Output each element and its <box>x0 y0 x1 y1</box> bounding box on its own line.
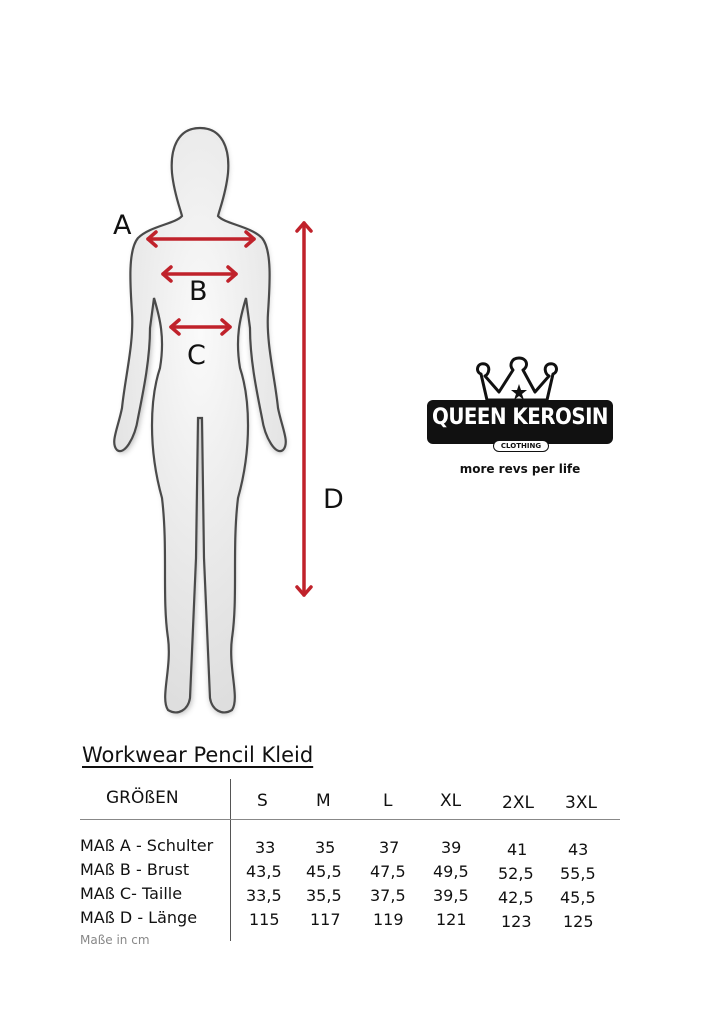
label-d: D <box>323 484 344 515</box>
row-label-length: MAß D - Länge <box>80 908 198 927</box>
row-label-chest: MAß B - Brust <box>80 860 190 879</box>
table-cell: 115 <box>249 910 280 929</box>
table-cell: 39,5 <box>433 886 469 905</box>
label-b: B <box>189 276 208 307</box>
table-cell: 35 <box>315 838 336 857</box>
table-cell: 125 <box>563 912 594 931</box>
table-cell: 117 <box>310 910 341 929</box>
table-vertical-divider <box>230 779 231 941</box>
table-cell: 42,5 <box>498 888 534 907</box>
table-cell: 43,5 <box>246 862 282 881</box>
table-cell: 45,5 <box>560 888 596 907</box>
table-cell: 33 <box>255 838 276 857</box>
table-cell: 45,5 <box>306 862 342 881</box>
size-header-3xl: 3XL <box>565 793 597 813</box>
row-label-shoulder: MAß A - Schulter <box>80 836 214 855</box>
brand-logo <box>425 352 615 492</box>
table-cell: 47,5 <box>370 862 406 881</box>
table-cell: 52,5 <box>498 864 534 883</box>
logo-brand-name: QUEEN KEROSIN <box>432 405 608 430</box>
size-header-m: M <box>316 791 331 811</box>
table-cell: 119 <box>373 910 404 929</box>
table-cell: 37 <box>379 838 400 857</box>
table-cell: 123 <box>501 912 532 931</box>
units-note: Maße in cm <box>80 933 150 947</box>
table-cell: 55,5 <box>560 864 596 883</box>
table-cell: 35,5 <box>306 886 342 905</box>
table-cell: 43 <box>568 840 589 859</box>
logo-tagline: more revs per life <box>459 462 581 476</box>
row-label-waist: MAß C- Taille <box>80 884 183 903</box>
label-c: C <box>187 340 206 371</box>
size-header-l: L <box>383 791 393 811</box>
size-header-xl: XL <box>440 791 462 811</box>
table-cell: 37,5 <box>370 886 406 905</box>
table-cell: 41 <box>507 840 528 859</box>
size-header-s: S <box>257 791 268 811</box>
table-cell: 33,5 <box>246 886 282 905</box>
arrow-d-length <box>297 223 311 595</box>
product-title: Workwear Pencil Kleid <box>82 743 314 767</box>
label-a: A <box>113 210 132 241</box>
table-header-label: GRÖßEN <box>106 788 179 808</box>
table-cell: 39 <box>441 838 462 857</box>
size-header-2xl: 2XL <box>502 793 534 813</box>
table-horizontal-divider <box>80 819 620 820</box>
logo-subtitle: CLOTHING <box>493 440 549 452</box>
table-cell: 121 <box>436 910 467 929</box>
table-cell: 49,5 <box>433 862 469 881</box>
